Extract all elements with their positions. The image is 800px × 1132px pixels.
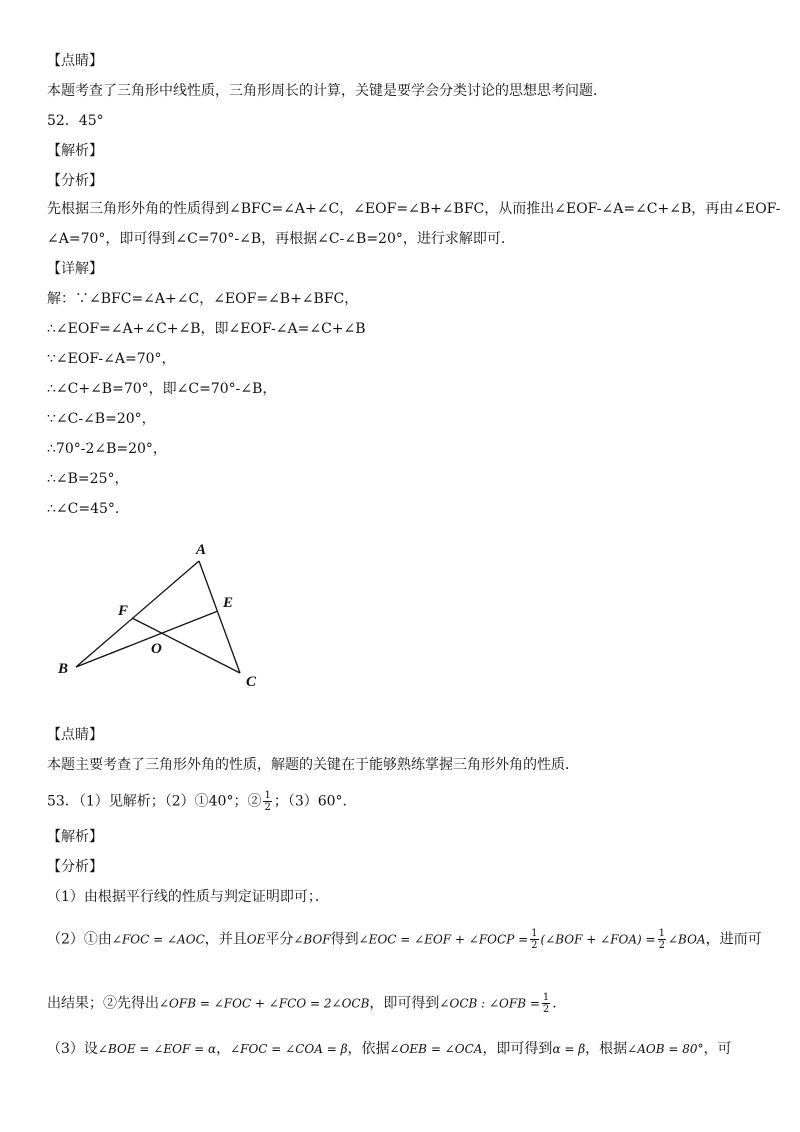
- triangle-figure: [50, 535, 280, 695]
- label-B: B: [58, 661, 69, 677]
- analysis-part2-line: （2）①由∠FOC = ∠AOC，并且OE平分∠BOF得到∠EOC = ∠EOF + ∠FOCP = $\frac{1}{2}$ (∠BOF + ∠FOA) = $\frac{1}{2}$ ∠BOA，进而可: [47, 928, 762, 951]
- text-line-l1: 【点睛】: [47, 53, 103, 69]
- text-line-l6: 先根据三角形外角的性质得到∠BFC=∠A+∠C，∠EOF=∠B+∠BFC，从而推出∠EOF-∠A=∠C+∠B，再由∠EOF-: [47, 201, 781, 217]
- text-line-l4: 【解析】: [47, 143, 103, 159]
- text-line-l15: ∴∠B=25°，: [47, 471, 129, 487]
- text-line-l21: 【分析】: [47, 859, 103, 875]
- text-line-l5: 【分析】: [47, 173, 103, 189]
- text-line-l18: 本题主要考查了三角形外角的性质，解题的关键在于能够熟练掌握三角形外角的性质．: [47, 757, 579, 773]
- q53-answer-line: 53．（1）见解析；（2）①40°；② $\frac{1}{2}$ ；（3）60°．: [47, 790, 357, 813]
- text-line-l20: 【解析】: [47, 829, 103, 845]
- text-line-l17: 【点睛】: [47, 727, 103, 743]
- text-line-l3: 52．45°: [47, 113, 104, 129]
- label-O: O: [151, 641, 162, 657]
- label-F: F: [118, 603, 129, 619]
- label-A: A: [196, 542, 207, 558]
- text-line-l2: 本题考查了三角形中线性质，三角形周长的计算，关键是要学会分类讨论的思想思考问题．: [47, 83, 607, 99]
- text-line-l16: ∴∠C=45°．: [47, 501, 129, 517]
- text-line-l9: 解：∵∠BFC=∠A+∠C，∠EOF=∠B+∠BFC，: [47, 291, 359, 307]
- text-line-l8: 【详解】: [47, 261, 103, 277]
- segment-AC: [199, 561, 240, 673]
- fraction: $\frac{1}{2}$: [264, 790, 271, 813]
- analysis-part3-line: （3）设∠BOE = ∠EOF = α，∠FOC = ∠COA = β，依据∠OEB = ∠OCA，即可得到α = β，根据∠AOB = 80°，可: [47, 1041, 732, 1057]
- segment-FC: [132, 618, 240, 673]
- analysis-part2-cont-line: 出结果；②先得出∠OFB = ∠FOC + ∠FCO = 2∠OCB，即可得到∠OCB : ∠OFB = $\frac{1}{2}$ ．: [47, 992, 567, 1015]
- text-line-l10: ∴∠EOF=∠A+∠C+∠B，即∠EOF-∠A=∠C+∠B: [47, 321, 366, 337]
- text-line-l12: ∴∠C+∠B=70°，即∠C=70°-∠B，: [47, 381, 277, 397]
- segment-BE: [76, 611, 218, 667]
- text-line-l22: （1）由根据平行线的性质与判定证明即可；．: [47, 889, 329, 905]
- label-C: C: [246, 674, 257, 690]
- text-line-l7: ∠A=70°，即可得到∠C=70°-∠B，再根据∠C-∠B=20°，进行求解即可．: [47, 231, 515, 247]
- label-E: E: [223, 595, 234, 611]
- text-line-l11: ∵∠EOF-∠A=70°，: [47, 351, 176, 367]
- segment-BA: [76, 561, 199, 667]
- text-line-l13: ∵∠C-∠B=20°，: [47, 411, 156, 427]
- text-line-l14: ∴70°-2∠B=20°，: [47, 441, 167, 457]
